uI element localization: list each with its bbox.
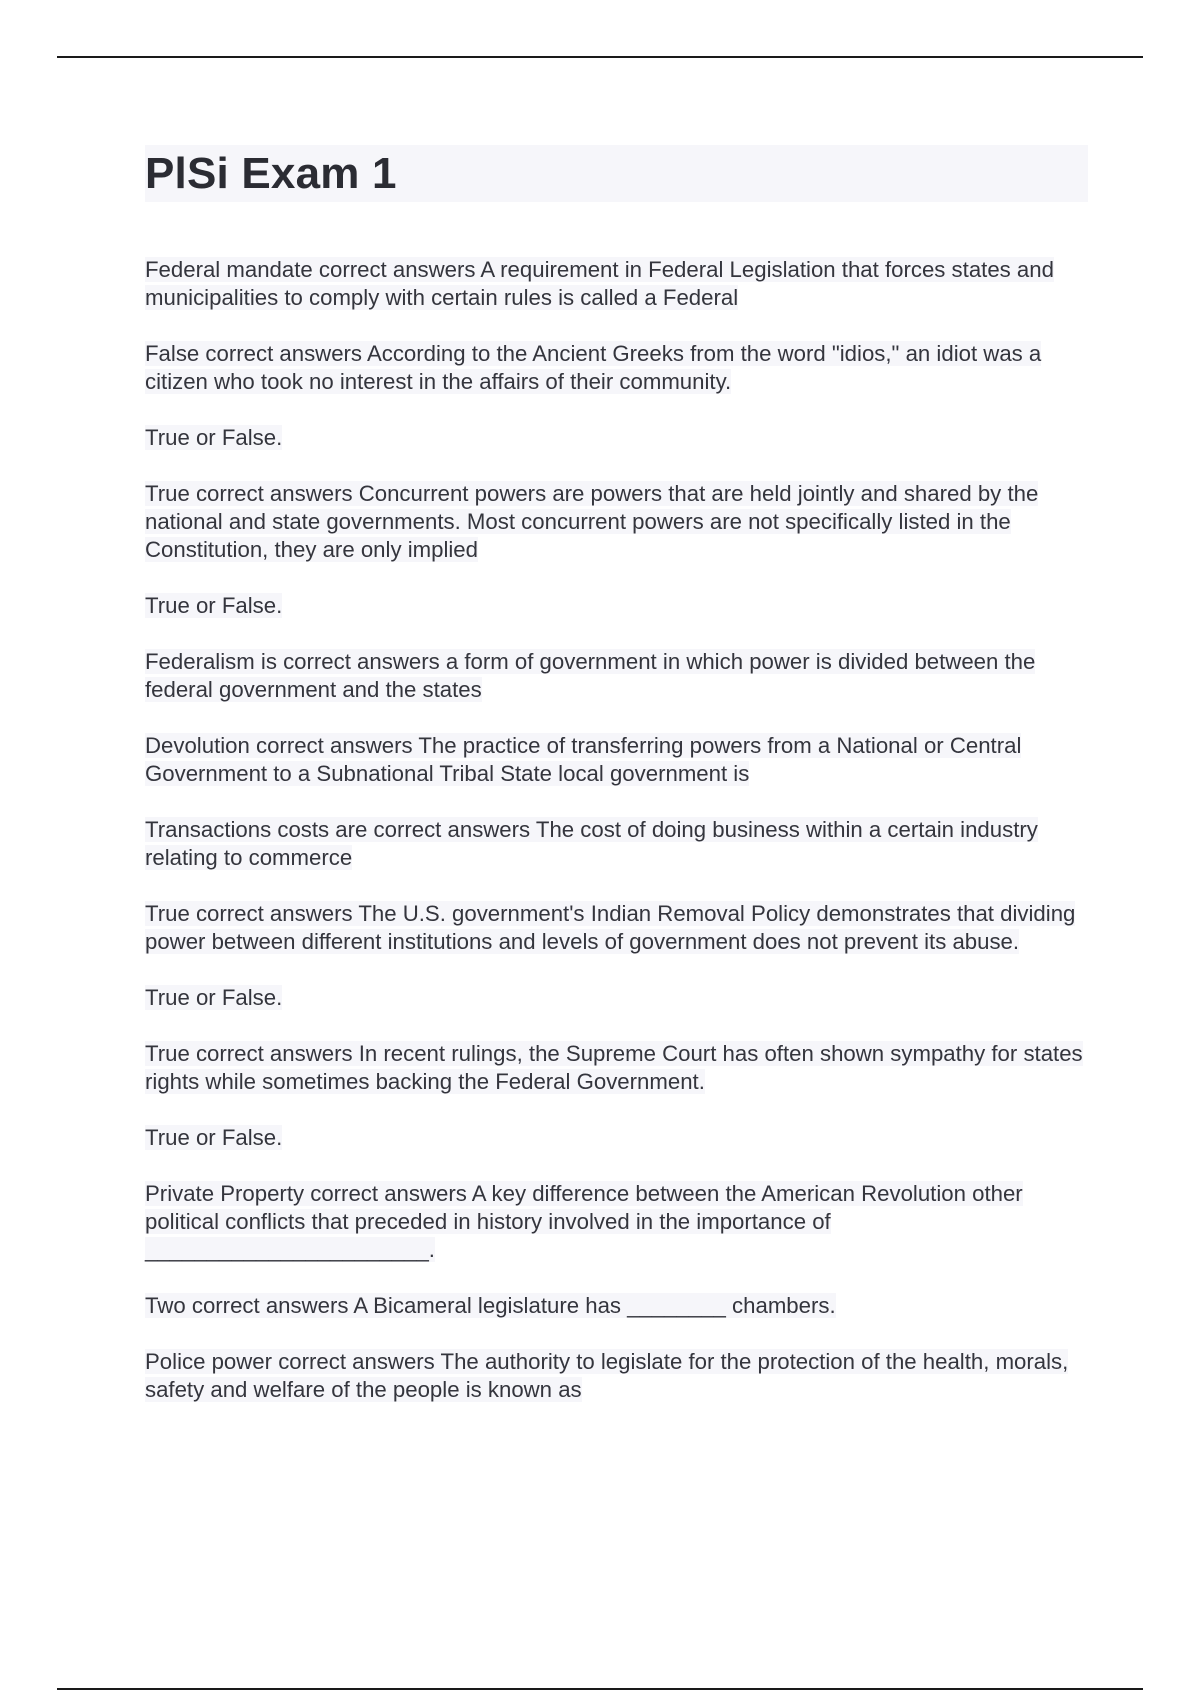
qa-entry xyxy=(145,340,1095,396)
qa-entry xyxy=(145,648,1095,704)
qa-entry-text: True or False. xyxy=(145,985,283,1010)
qa-entry-text: True or False. xyxy=(145,593,283,618)
qa-entry xyxy=(145,816,1095,872)
qa-entry-text: True or False. xyxy=(145,425,283,450)
qa-entry xyxy=(145,1180,1095,1264)
bottom-divider xyxy=(57,1688,1143,1690)
qa-entry xyxy=(145,732,1095,788)
top-divider xyxy=(57,56,1143,58)
page-title: PlSi Exam 1 xyxy=(145,149,397,198)
qa-entry xyxy=(145,1292,1095,1320)
qa-entry-text: True correct answers The U.S. government's Indian Removal Policy demonstrates that dividing power between different institutions and levels of government does not prevent its abuse. xyxy=(145,901,1076,954)
qa-entry-text: True correct answers In recent rulings, the Supreme Court has often shown sympathy for states rights while sometimes backing the Federal Government. xyxy=(145,1041,1083,1094)
qa-entry xyxy=(145,1348,1095,1404)
qa-entry xyxy=(145,424,1095,452)
qa-entry-text: True or False. xyxy=(145,1125,283,1150)
qa-entry-text: Police power correct answers The authority to legislate for the protection of the health, morals, safety and welfare of the people is known as xyxy=(145,1349,1069,1402)
qa-entry-text: Federalism is correct answers a form of government in which power is divided between the federal government and the states xyxy=(145,649,1036,702)
qa-entry xyxy=(145,480,1095,564)
qa-entry-text: Federal mandate correct answers A requirement in Federal Legislation that forces states and municipalities to comply with certain rules is called a Federal xyxy=(145,257,1054,310)
qa-entry-text: Two correct answers A Bicameral legislature has ________ chambers. xyxy=(145,1293,836,1318)
qa-entry-text: Devolution correct answers The practice of transferring powers from a National or Central Government to a Subnational Tribal State local government is xyxy=(145,733,1022,786)
qa-entry xyxy=(145,1040,1095,1096)
qa-entry xyxy=(145,592,1095,620)
qa-entry xyxy=(145,900,1095,956)
qa-entry-text: False correct answers According to the Ancient Greeks from the word "idios," an idiot was a citizen who took no interest in the affairs of their community. xyxy=(145,341,1042,394)
document-body xyxy=(145,256,1095,1432)
qa-entry xyxy=(145,256,1095,312)
qa-entry xyxy=(145,984,1095,1012)
qa-entry xyxy=(145,1124,1095,1152)
qa-entry-text: Transactions costs are correct answers The cost of doing business within a certain industry relating to commerce xyxy=(145,817,1038,870)
qa-entry-text: True correct answers Concurrent powers are powers that are held jointly and shared by the national and state governments. Most concurrent powers are not specifically listed in the Constitution, they are only implied xyxy=(145,481,1039,562)
qa-entry-text: Private Property correct answers A key difference between the American Revolution other political conflicts that preceded in history involved in the importance of _______________________. xyxy=(145,1181,1023,1262)
